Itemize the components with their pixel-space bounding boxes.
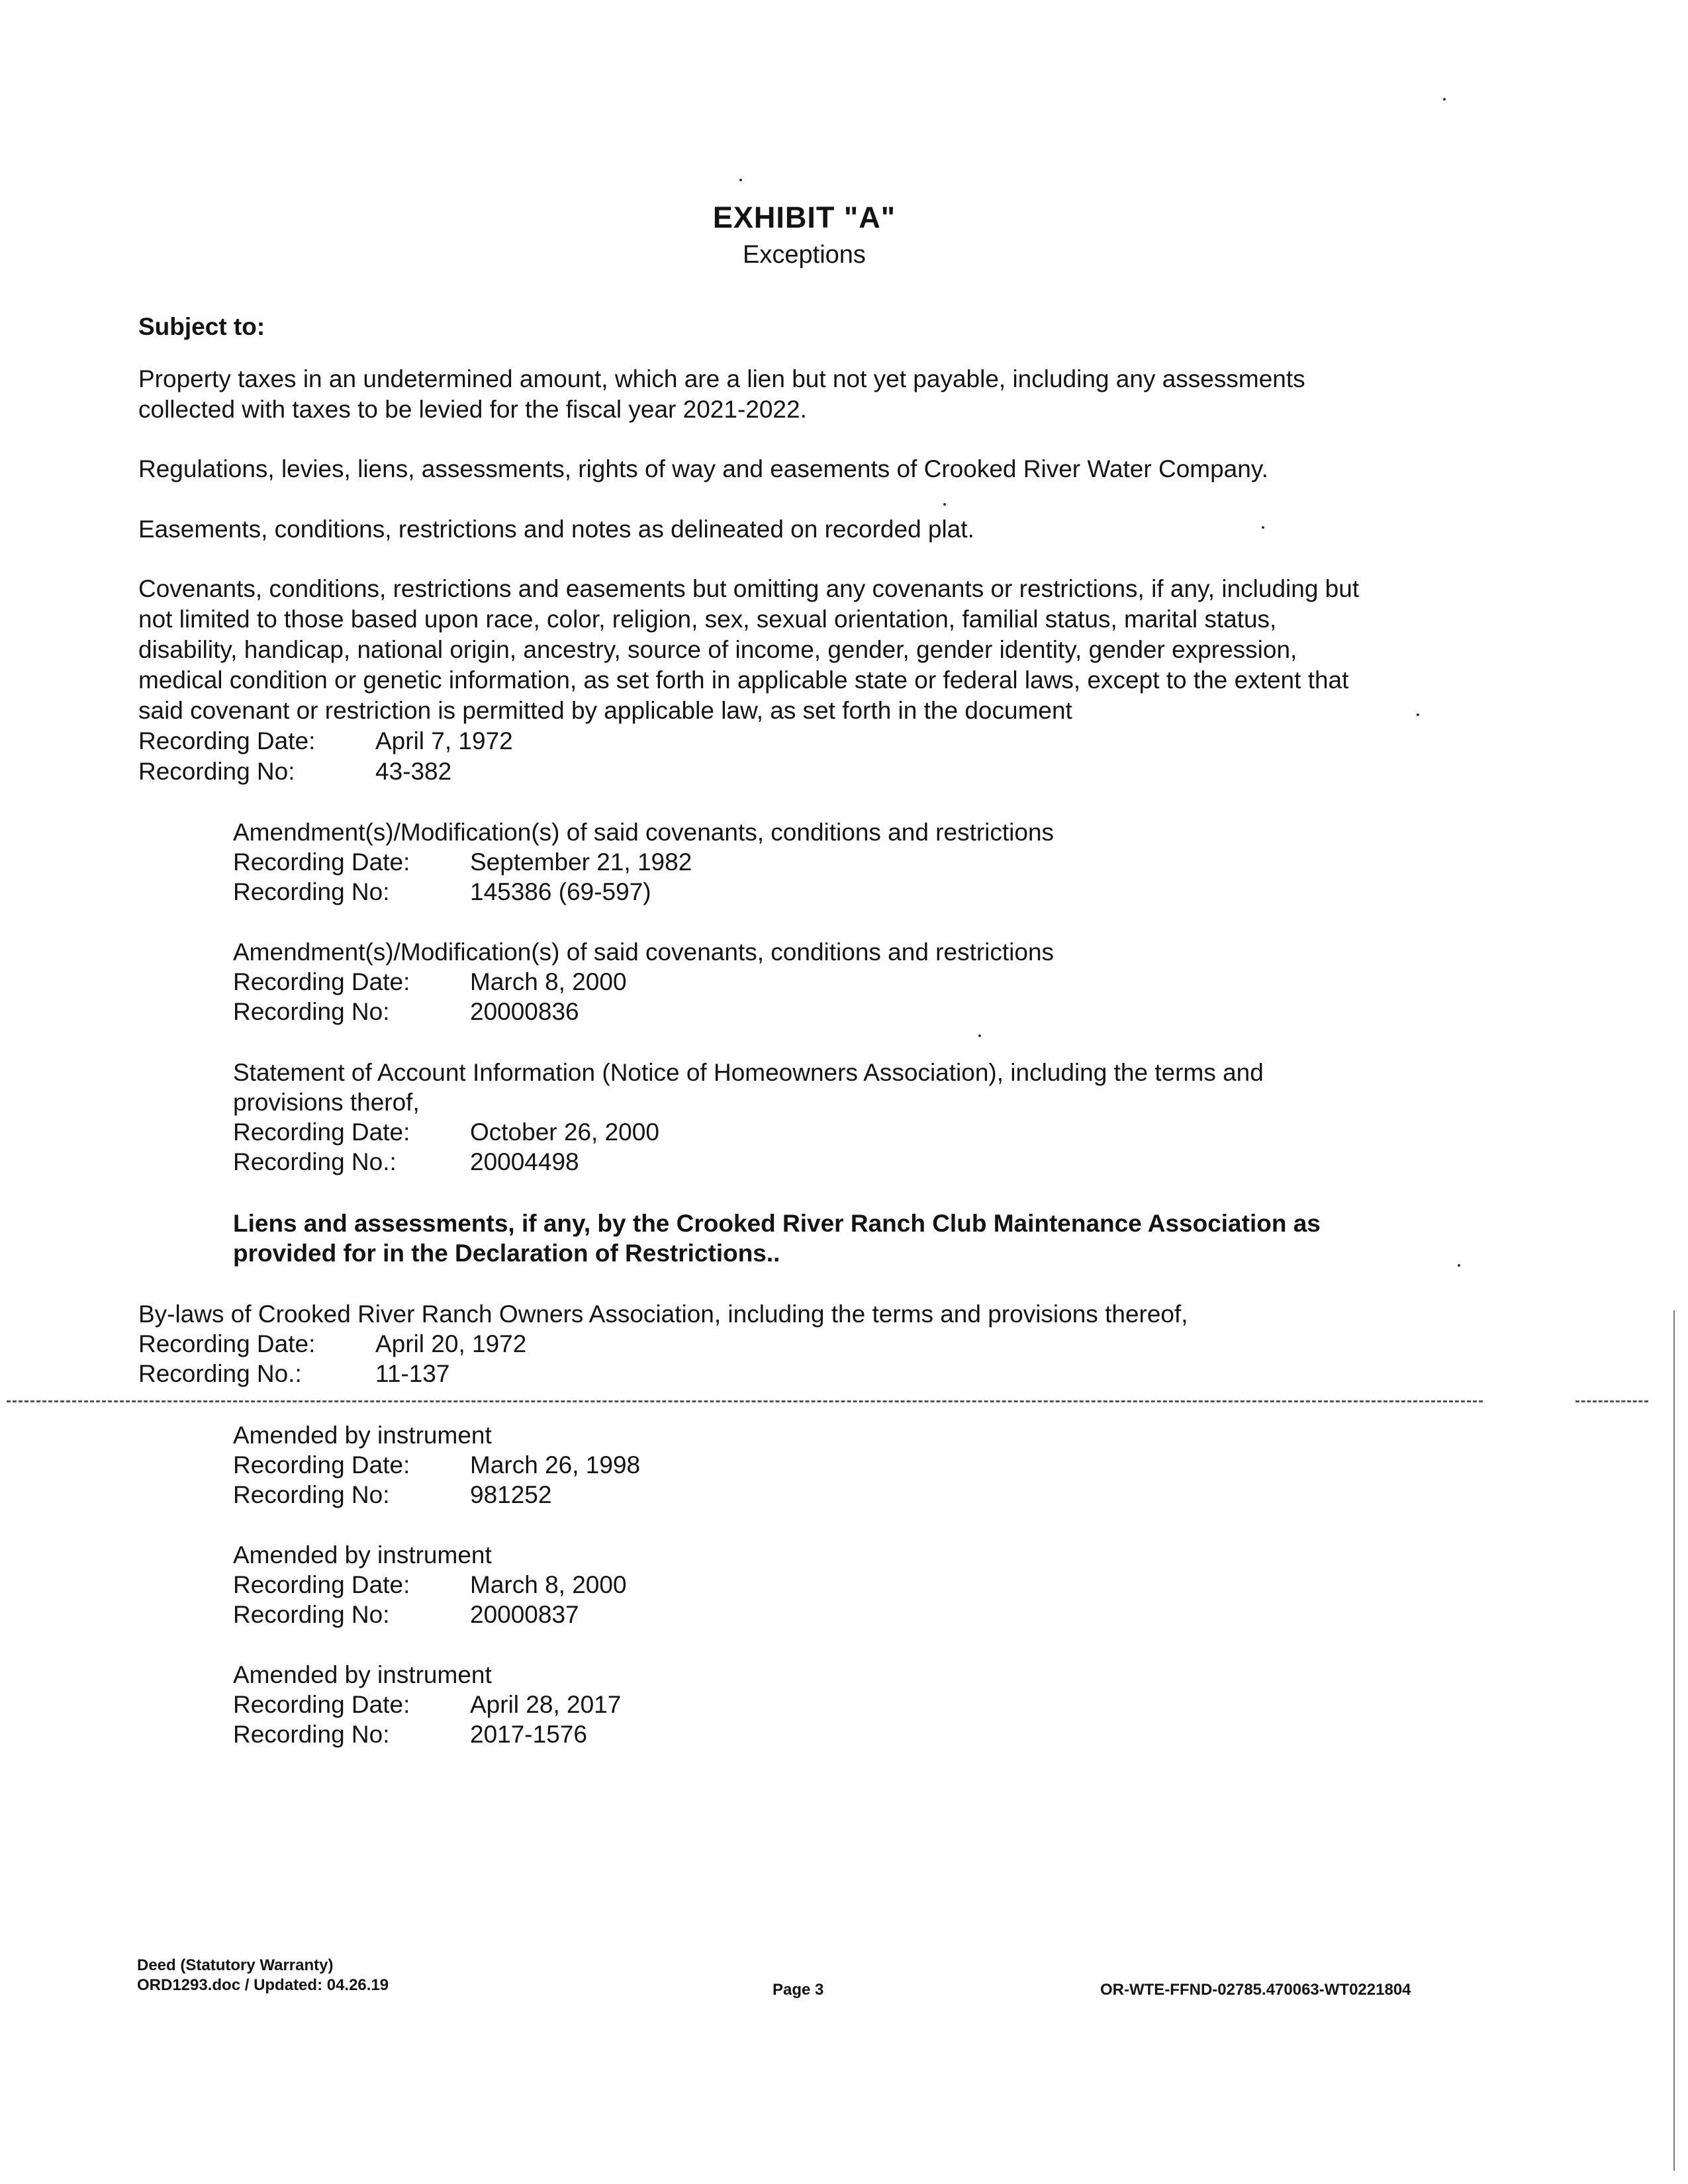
bylaw-amend1-recording-date [233, 1450, 640, 1480]
recording-date-value: March 26, 1998 [470, 1451, 641, 1479]
statement-recording-no [233, 1147, 579, 1177]
water-company-paragraph: Regulations, levies, liens, assessments, rights of way and easements of Crooked River Water Company. [138, 455, 1268, 482]
scan-artifact-line-right [1575, 1400, 1648, 1402]
liens-line1: Liens and assessments, if any, by the Crooked River Ranch Club Maintenance Association as [233, 1210, 1321, 1237]
recording-no-label: Recording No: [233, 878, 390, 905]
footer-doc-type: Deed (Statutory Warranty) [137, 1956, 334, 1974]
recording-date-label: Recording Date: [233, 968, 410, 995]
scan-speck [1417, 713, 1419, 716]
covenants-line2: not limited to those based upon race, color, religion, sex, sexual orientation, familial status, marital status, [138, 606, 1277, 633]
bylaw-amend2-title: Amended by instrument [233, 1541, 492, 1569]
recording-date-label: Recording Date: [138, 1330, 316, 1357]
bylaw-amend3-recording-date [233, 1690, 621, 1720]
recording-no-value: 11-137 [375, 1360, 450, 1387]
covenants-line3: disability, handicap, national origin, ancestry, source of income, gender, gender identity, gender expression, [138, 636, 1297, 663]
recording-date-value: April 28, 2017 [470, 1691, 622, 1718]
scan-edge-artifact [1673, 1310, 1675, 2171]
bylaws-recording-date [138, 1329, 526, 1359]
covenants-line1: Covenants, conditions, restrictions and easements but omitting any covenants or restrictions, if any, including but [138, 575, 1360, 602]
scan-speck [978, 1034, 981, 1037]
recording-no-value: 2017-1576 [470, 1721, 587, 1748]
recording-no-label: Recording No.: [138, 1360, 302, 1387]
bylaw-amend3-recording-no [233, 1719, 587, 1750]
bylaw-amend2-recording-no [233, 1600, 579, 1630]
recording-date-value: October 26, 2000 [470, 1118, 659, 1146]
recording-no-value: 145386 (69-597) [470, 878, 651, 905]
bylaw-amend1-recording-no [233, 1480, 551, 1510]
easements-paragraph: Easements, conditions, restrictions and notes as delineated on recorded plat. [138, 516, 974, 543]
recording-no-value: 20000836 [470, 998, 579, 1025]
recording-date-value: September 21, 1982 [470, 848, 692, 876]
recording-no-value: 981252 [470, 1481, 552, 1508]
recording-no-label: Recording No.: [233, 1148, 397, 1175]
statement-line1: Statement of Account Information (Notice of Homeowners Association), including the terms and [233, 1059, 1264, 1086]
recording-no-label: Recording No: [233, 998, 390, 1025]
recording-date-value: March 8, 2000 [470, 1571, 627, 1598]
recording-date-label: Recording Date: [233, 1118, 410, 1146]
covenants-line5: said covenant or restriction is permitted by applicable law, as set forth in the document [138, 697, 1072, 724]
recording-no-label: Recording No: [233, 1601, 390, 1628]
recording-date-value: April 20, 1972 [375, 1330, 527, 1357]
bylaws-recording-no [138, 1359, 449, 1389]
property-taxes-line2: collected with taxes to be levied for the fiscal year 2021-2022. [138, 396, 807, 423]
recording-date-label: Recording Date: [138, 727, 316, 754]
footer-order-number: OR-WTE-FFND-02785.470063-WT0221804 [1100, 1981, 1411, 1999]
scan-speck [1458, 1264, 1460, 1267]
scan-speck [1443, 98, 1446, 101]
amendment1-recording-date [233, 847, 692, 878]
amendment1-title: Amendment(s)/Modification(s) of said covenants, conditions and restrictions [233, 819, 1055, 846]
recording-no-value: 20004498 [470, 1148, 579, 1175]
exhibit-title: EXHIBIT "A" [712, 201, 896, 234]
scan-speck [943, 503, 946, 506]
subject-to-heading: Subject to: [138, 313, 265, 340]
amendment2-title: Amendment(s)/Modification(s) of said covenants, conditions and restrictions [233, 938, 1055, 966]
amendment1-recording-no [233, 877, 651, 907]
recording-no-label: Recording No: [233, 1481, 390, 1508]
recording-no-label: Recording No: [233, 1721, 390, 1748]
amendment2-recording-no [233, 997, 579, 1027]
statement-line2: provisions therof, [233, 1089, 420, 1116]
recording-date-value: April 7, 1972 [375, 727, 513, 754]
recording-date-label: Recording Date: [233, 1571, 410, 1598]
recording-no-value: 20000837 [470, 1601, 579, 1628]
liens-line2: provided for in the Declaration of Restrictions.. [233, 1240, 780, 1267]
recording-date-label: Recording Date: [233, 1691, 410, 1718]
bylaw-amend3-title: Amended by instrument [233, 1661, 492, 1688]
amendment2-recording-date [233, 967, 627, 997]
bylaw-amend2-recording-date [233, 1570, 627, 1600]
property-taxes-line1: Property taxes in an undetermined amount, which are a lien but not yet payable, including any assessments [138, 365, 1305, 392]
statement-recording-date [233, 1117, 659, 1148]
recording-no-value: 43-382 [375, 758, 452, 785]
recording-date-label: Recording Date: [233, 848, 410, 876]
bylaw-amend1-title: Amended by instrument [233, 1422, 492, 1449]
recording-date-label: Recording Date: [233, 1451, 410, 1479]
covenants-line4: medical condition or genetic information, as set forth in applicable state or federal laws, except to the extent that [138, 666, 1349, 694]
footer-doc-file: ORD1293.doc / Updated: 04.26.19 [137, 1976, 389, 1994]
covenants-recording-no [138, 756, 451, 787]
bylaws-title: By-laws of Crooked River Ranch Owners Association, including the terms and provisions thereof, [138, 1300, 1188, 1328]
scan-artifact-line [7, 1400, 1483, 1402]
scan-speck [1262, 526, 1264, 529]
exhibit-subtitle: Exceptions [743, 241, 866, 269]
footer-page-number: Page 3 [773, 1981, 824, 1999]
recording-date-value: March 8, 2000 [470, 968, 627, 995]
covenants-recording-date [138, 726, 513, 756]
recording-no-label: Recording No: [138, 758, 295, 785]
scan-speck [739, 179, 742, 181]
